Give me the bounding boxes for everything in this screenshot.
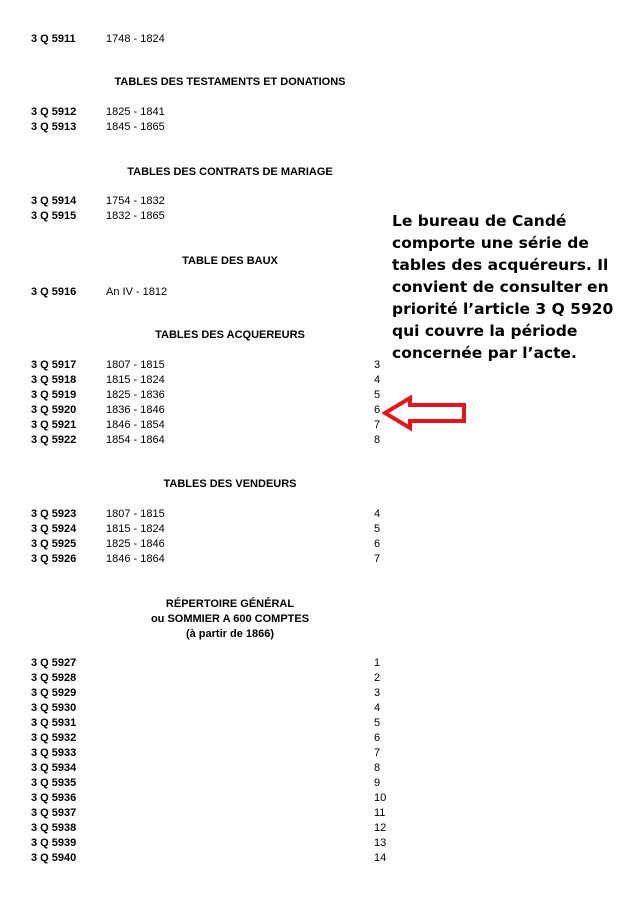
entry-ref: 3 Q 5922 xyxy=(31,434,77,446)
left-arrow-icon xyxy=(382,394,468,432)
entry-ref: 3 Q 5933 xyxy=(31,747,77,759)
entry-ref: 3 Q 5925 xyxy=(31,538,77,550)
entry-dates: 1807 - 1815 xyxy=(106,359,165,371)
entry-number: 10 xyxy=(374,792,387,804)
entry-dates: 1825 - 1846 xyxy=(106,538,165,550)
entry-ref: 3 Q 5917 xyxy=(31,359,77,371)
annotation-note: Le bureau de Candé comporte une série de tables des acquéreurs. Il convient de consulter en priorité l’article 3 Q 5920 qui couvre la période concernée par l’acte. xyxy=(392,212,614,362)
entry-ref: 3 Q 5915 xyxy=(31,210,77,222)
entry-ref: 3 Q 5919 xyxy=(31,389,77,401)
entry-ref: 3 Q 5914 xyxy=(31,195,77,207)
section-title-mariage: TABLES DES CONTRATS DE MARIAGE xyxy=(127,166,333,178)
entry-ref: 3 Q 5937 xyxy=(31,807,77,819)
entry-ref: 3 Q 5926 xyxy=(31,553,77,565)
entry-ref: 3 Q 5913 xyxy=(31,121,77,133)
entry-dates: 1845 - 1865 xyxy=(106,121,165,133)
entry-number: 7 xyxy=(374,419,381,431)
section-title-testaments: TABLES DES TESTAMENTS ET DONATIONS xyxy=(114,76,346,88)
entry-ref: 3 Q 5921 xyxy=(31,419,77,431)
entry-ref: 3 Q 5918 xyxy=(31,374,77,386)
entry-dates: 1748 - 1824 xyxy=(106,33,165,45)
section-title-vendeurs: TABLES DES VENDEURS xyxy=(163,478,297,490)
entry-dates: 1854 - 1864 xyxy=(106,434,165,446)
entry-ref: 3 Q 5939 xyxy=(31,837,77,849)
entry-number: 4 xyxy=(374,508,381,520)
section-title-baux: TABLE DES BAUX xyxy=(182,255,278,267)
entry-dates: An IV - 1812 xyxy=(106,286,168,298)
section-title-line: (à partir de 1866) xyxy=(185,628,275,640)
entry-number: 8 xyxy=(374,762,381,774)
entry-ref: 3 Q 5927 xyxy=(31,657,77,669)
entry-ref: 3 Q 5940 xyxy=(31,852,77,864)
entry-number: 11 xyxy=(374,807,386,819)
entry-number: 3 xyxy=(374,687,381,699)
entry-number: 8 xyxy=(374,434,381,446)
entry-dates: 1846 - 1854 xyxy=(106,419,165,431)
entry-number: 7 xyxy=(374,553,381,565)
entry-ref: 3 Q 5923 xyxy=(31,508,77,520)
entry-number: 3 xyxy=(374,359,381,371)
entry-dates: 1815 - 1824 xyxy=(106,523,165,535)
entry-dates: 1807 - 1815 xyxy=(106,508,165,520)
entry-dates: 1846 - 1864 xyxy=(106,553,165,565)
entry-dates: 1754 - 1832 xyxy=(106,195,165,207)
entry-dates: 1825 - 1841 xyxy=(106,106,165,118)
entry-ref: 3 Q 5930 xyxy=(31,702,77,714)
entry-ref: 3 Q 5929 xyxy=(31,687,77,699)
entry-ref: 3 Q 5931 xyxy=(31,717,77,729)
entry-number: 6 xyxy=(374,732,381,744)
entry-ref: 3 Q 5932 xyxy=(31,732,77,744)
entry-ref: 3 Q 5920 xyxy=(31,404,77,416)
entry-number: 13 xyxy=(374,837,387,849)
entry-number: 4 xyxy=(374,702,381,714)
entry-ref: 3 Q 5935 xyxy=(31,777,77,789)
section-title-repertoire xyxy=(0,597,460,642)
entry-ref: 3 Q 5924 xyxy=(31,523,77,535)
entry-ref: 3 Q 5936 xyxy=(31,792,77,804)
section-title-line: RÉPERTOIRE GÉNÉRAL xyxy=(165,598,295,610)
entry-number: 7 xyxy=(374,747,381,759)
entry-ref: 3 Q 5928 xyxy=(31,672,77,684)
entry-ref: 3 Q 5916 xyxy=(31,286,77,298)
entry-number: 4 xyxy=(374,374,381,386)
entry-number: 5 xyxy=(374,717,381,729)
entry-number: 5 xyxy=(374,389,381,401)
entry-ref: 3 Q 5934 xyxy=(31,762,77,774)
entry-number: 2 xyxy=(374,672,381,684)
entry-number: 6 xyxy=(374,538,381,550)
entry-number: 6 xyxy=(374,404,381,416)
entry-number: 5 xyxy=(374,523,381,535)
entry-number: 12 xyxy=(374,822,387,834)
entry-ref: 3 Q 5911 xyxy=(31,33,76,45)
entry-dates: 1825 - 1836 xyxy=(106,389,165,401)
entry-dates: 1832 - 1865 xyxy=(106,210,165,222)
entry-dates: 1815 - 1824 xyxy=(106,374,165,386)
entry-ref: 3 Q 5938 xyxy=(31,822,77,834)
entry-dates: 1836 - 1846 xyxy=(106,404,165,416)
entry-number: 1 xyxy=(374,657,381,669)
entry-number: 9 xyxy=(374,777,381,789)
section-title-line: ou SOMMIER A 600 COMPTES xyxy=(150,613,310,625)
entry-number: 14 xyxy=(374,852,387,864)
section-title-acquereurs: TABLES DES ACQUEREURS xyxy=(155,329,305,341)
entry-ref: 3 Q 5912 xyxy=(31,106,77,118)
